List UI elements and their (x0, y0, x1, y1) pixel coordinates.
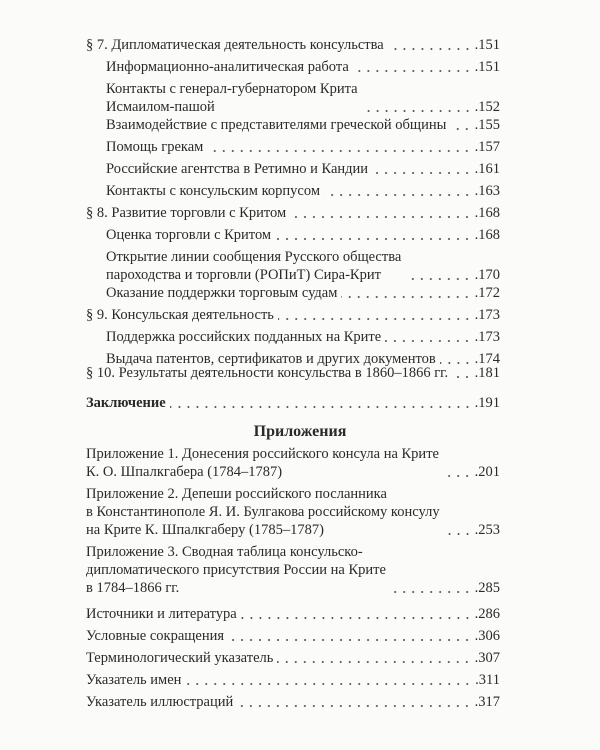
toc-page-number: .306 (474, 628, 500, 644)
toc-entry-text: Оценка торговли с Критом (106, 227, 272, 243)
dot-leader (241, 617, 472, 619)
toc-entry-sources[interactable] (86, 605, 500, 623)
toc-page-number: .201 (474, 464, 500, 480)
dot-leader (452, 376, 472, 378)
toc-entry-appendix-2[interactable] (86, 485, 500, 539)
dot-leader (324, 194, 472, 196)
toc-entry-subsection[interactable] (106, 58, 500, 76)
toc-page-number: .191 (474, 395, 500, 411)
toc-entry-text: Контакты с консульским корпусом (106, 183, 320, 199)
toc-page-number: .155 (474, 117, 500, 133)
toc-entry-text: Заключение (86, 395, 166, 411)
toc-page-number: .253 (474, 522, 500, 538)
toc-entry-section-8[interactable] (86, 204, 500, 222)
toc-entry-conclusion[interactable] (86, 394, 500, 412)
dot-leader (444, 533, 472, 535)
toc-entry-text: Контакты с генерал-губернатором Крита Исмаилом-пашой (106, 81, 358, 115)
dot-leader (207, 150, 471, 152)
dot-leader (362, 110, 472, 112)
toc-page-number: .157 (474, 139, 500, 155)
toc-entry-text: Приложение 2. Депеши российского посланника в Константинополе Я. И. Булгакова российскому консулу на Крите К. Шпалкгаберу (1785–1787) (86, 486, 440, 538)
dot-leader (388, 48, 472, 50)
dot-leader (228, 639, 472, 641)
toc-entry-subsection[interactable] (106, 226, 500, 244)
dot-leader (290, 216, 471, 218)
toc-entry-appendix-3[interactable] (86, 543, 500, 597)
toc-page-number: .170 (474, 267, 500, 283)
toc-entry-illustration-index[interactable] (86, 693, 500, 711)
toc-entry-text: Российские агентства в Ретимно и Кандии (106, 161, 369, 177)
dot-leader (237, 705, 471, 707)
toc-page-number: .285 (474, 580, 500, 596)
toc-entry-text: § 9. Консульская деятельность (86, 307, 274, 323)
toc-entry-text: Приложение 3. Сводная таблица консульско- дипломатического присутствия России на Крите в 1784–1866 гг. (86, 544, 386, 596)
toc-entry-text: § 8. Развитие торговли с Критом (86, 205, 287, 221)
dot-leader (278, 318, 472, 320)
toc-entry-text: Условные сокращения (86, 628, 225, 644)
toc-entry-text: Указатель имен (86, 672, 182, 688)
toc-page-number: .173 (474, 329, 500, 345)
toc-page-number: .151 (474, 37, 500, 53)
toc-entry-subsection[interactable] (106, 138, 500, 156)
toc-entry-subsection[interactable] (106, 248, 500, 284)
toc-entry-glossary-index[interactable] (86, 649, 500, 667)
toc-page-number: .174 (474, 351, 500, 367)
toc-entry-text: Взаимодействие с представителями греческой общины (106, 117, 447, 133)
toc-page-number: .311 (475, 672, 500, 688)
toc-entry-text: Приложение 1. Донесения российского консула на Крите К. О. Шпалкгабера (1784–1787) (86, 446, 439, 480)
toc-entry-text: Источники и литература (86, 606, 237, 622)
toc-page-number: .168 (474, 227, 500, 243)
toc-entry-text: Информационно-аналитическая работа (106, 59, 349, 75)
dot-leader (170, 406, 472, 408)
dot-leader (405, 278, 471, 280)
dot-leader (390, 591, 472, 593)
toc-entry-text: Указатель иллюстраций (86, 694, 234, 710)
toc-entry-section-10[interactable] (86, 364, 500, 382)
toc-page-number: .173 (474, 307, 500, 323)
toc-entry-text: Открытие линии сообщения Русского общества пароходства и торговли (РОПиТ) Сира-Крит (106, 249, 402, 283)
toc-entry-subsection[interactable] (106, 160, 500, 178)
toc-entry-text: § 7. Дипломатическая деятельность консульства (86, 37, 384, 53)
toc-entry-section-9[interactable] (86, 306, 500, 324)
toc-page-number: .286 (474, 606, 500, 622)
toc-entry-subsection[interactable] (106, 328, 500, 346)
toc-entry-text: § 10. Результаты деятельности консульства в 1860–1866 гг. (86, 365, 449, 381)
toc-page-number: .151 (474, 59, 500, 75)
toc-entry-section-7[interactable] (86, 36, 500, 54)
toc-entry-subsection[interactable] (106, 116, 500, 134)
dot-leader (450, 128, 471, 130)
dot-leader (372, 172, 472, 174)
toc-page-number: .161 (474, 161, 500, 177)
toc-entry-text: Поддержка российских подданных на Крите (106, 329, 382, 345)
dot-leader (185, 683, 472, 685)
toc-entry-subsection[interactable] (106, 284, 500, 302)
toc-entry-subsection[interactable] (106, 80, 500, 116)
toc-page-number: .181 (474, 365, 500, 381)
toc-page-number: .168 (474, 205, 500, 221)
dot-leader (277, 661, 471, 663)
toc-entry-text: Терминологический указатель (86, 650, 274, 666)
toc-entry-subsection[interactable] (106, 182, 500, 200)
toc-entry-abbreviations[interactable] (86, 627, 500, 645)
toc-entry-appendix-1[interactable] (86, 445, 500, 481)
toc-page-number: .307 (474, 650, 500, 666)
toc-page-number: .172 (474, 285, 500, 301)
dot-leader (341, 296, 471, 298)
toc-page-number: .152 (474, 99, 500, 115)
toc-entry-text: Оказание поддержки торговым судам (106, 285, 338, 301)
toc-entry-name-index[interactable] (86, 671, 500, 689)
dot-leader (353, 70, 472, 72)
dot-leader (275, 238, 472, 240)
toc-entry-text: Выдача патентов, сертификатов и других документов (106, 351, 436, 367)
toc-page-number: .317 (474, 694, 500, 710)
toc-page-number: .163 (474, 183, 500, 199)
toc-entry-text: Помощь грекам (106, 139, 204, 155)
appendix-heading: Приложения (253, 423, 347, 440)
dot-leader (443, 475, 472, 477)
dot-leader (385, 340, 471, 342)
